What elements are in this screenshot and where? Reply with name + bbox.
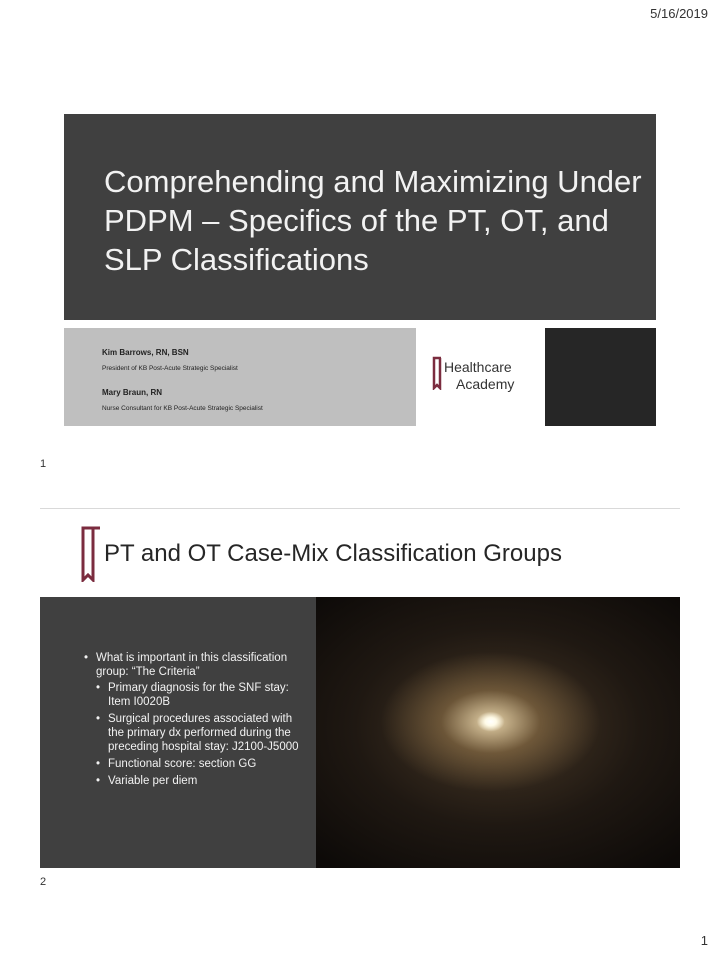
brand-bracket-icon: [80, 526, 102, 582]
light-burst-image: [316, 597, 680, 868]
handout-date: 5/16/2019: [650, 6, 708, 21]
list-item: • Functional score: section GG: [96, 757, 306, 771]
list-item: • Surgical procedures associated with the primary dx performed during the preceding hospital stay: J2100-J5000: [96, 712, 306, 754]
list-item: • Primary diagnosis for the SNF stay: Item I0020B: [96, 681, 306, 709]
author-name-2: Mary Braun, RN: [102, 388, 163, 397]
logo-text-line1: Healthcare: [444, 359, 512, 375]
logo-text-line2: Academy: [456, 376, 515, 392]
page-number: 1: [700, 933, 708, 948]
dark-accent-panel: [545, 328, 656, 426]
healthcare-academy-logo: [432, 356, 532, 400]
slide-2-title: PT and OT Case-Mix Classification Groups: [104, 540, 562, 567]
slide-2-number: 2: [40, 876, 47, 888]
slide-1-title: Comprehending and Maximizing Under PDPM – Specifics of the PT, OT, and SLP Classifications: [104, 164, 642, 277]
author-role-1: President of KB Post-Acute Strategic Specialist: [102, 365, 238, 372]
list-item: • Variable per diem: [96, 774, 306, 788]
list-item: • What is important in this classification group: “The Criteria”: [84, 651, 306, 679]
bullet-list: [84, 651, 306, 791]
author-role-2: Nurse Consultant for KB Post-Acute Strategic Specialist: [102, 405, 263, 412]
slide-divider: [40, 508, 680, 509]
slide-1-number: 1: [40, 458, 47, 470]
author-name-1: Kim Barrows, RN, BSN: [102, 348, 189, 357]
